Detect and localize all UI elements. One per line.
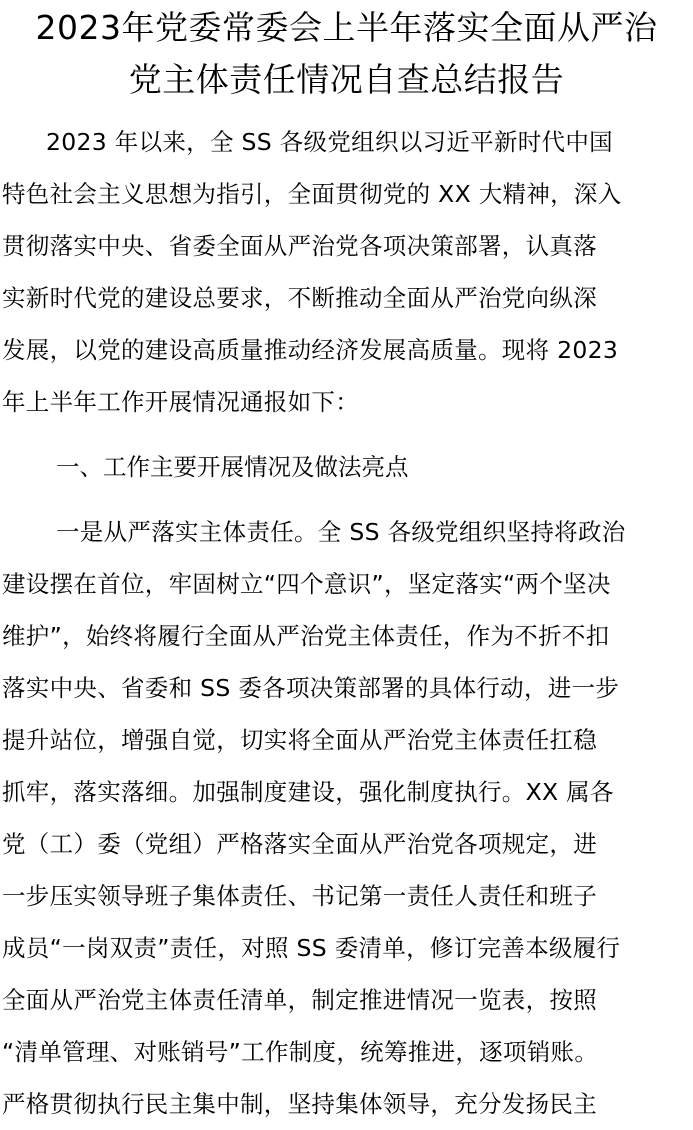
text-line: 年上半年工作开展情况通报如下： — [2, 388, 359, 416]
text-line: 发展，以党的建设高质量推动经济发展高质量。现将 2023 — [2, 336, 619, 364]
document-title — [0, 2, 693, 106]
title-line-2: 党主体责任情况自查总结报告 — [128, 60, 565, 99]
text-line: 实新时代党的建设总要求，不断推动全面从严治党向纵深 — [2, 284, 597, 312]
text-line: 一步压实领导班子集体责任、书记第一责任人责任和班子 — [2, 882, 597, 910]
section-paragraph — [2, 506, 692, 1130]
text-line: 建设摆在首位，牢固树立“四个意识”，坚定落实“两个坚决 — [2, 570, 611, 598]
text-line: 提升站位，增强自觉，切实将全面从严治党主体责任扛稳 — [2, 726, 597, 754]
text-line: “清单管理、对账销号”工作制度，统筹推进，逐项销账。 — [2, 1038, 599, 1066]
document-body — [2, 116, 692, 1130]
text-line: 落实中央、省委和 SS 委各项决策部署的具体行动，进一步 — [2, 674, 620, 702]
text-line: 抓牢，落实落细。加强制度建设，强化制度执行。XX 属各 — [2, 778, 614, 806]
text-line: 党（工）委（党组）严格落实全面从严治党各项规定，进 — [2, 830, 597, 858]
text-line: 成员“一岗双责”责任，对照 SS 委清单，修订完善本级履行 — [2, 934, 621, 962]
section-heading: 一、工作主要开展情况及做法亮点 — [56, 453, 409, 481]
text-line: 特色社会主义思想为指引，全面贯彻党的 XX 大精神，深入 — [2, 180, 622, 208]
text-line: 严格贯彻执行民主集中制，坚持集体领导，充分发扬民主 — [2, 1090, 597, 1118]
text-line: 2023 年以来，全 SS 各级党组织以习近平新时代中国 — [46, 128, 613, 156]
intro-paragraph — [2, 116, 692, 428]
text-line: 全面从严治党主体责任清单，制定推进情况一览表，按照 — [2, 986, 597, 1014]
title-line-1: 2023年党委常委会上半年落实全面从严治 — [35, 8, 658, 47]
text-line: 维护”，始终将履行全面从严治党主体责任，作为不折不扣 — [2, 622, 610, 650]
text-line: 贯彻落实中央、省委全面从严治党各项决策部署，认真落 — [2, 232, 597, 260]
text-line: 一是从严落实主体责任。全 SS 各级党组织坚持将政治 — [56, 518, 626, 546]
